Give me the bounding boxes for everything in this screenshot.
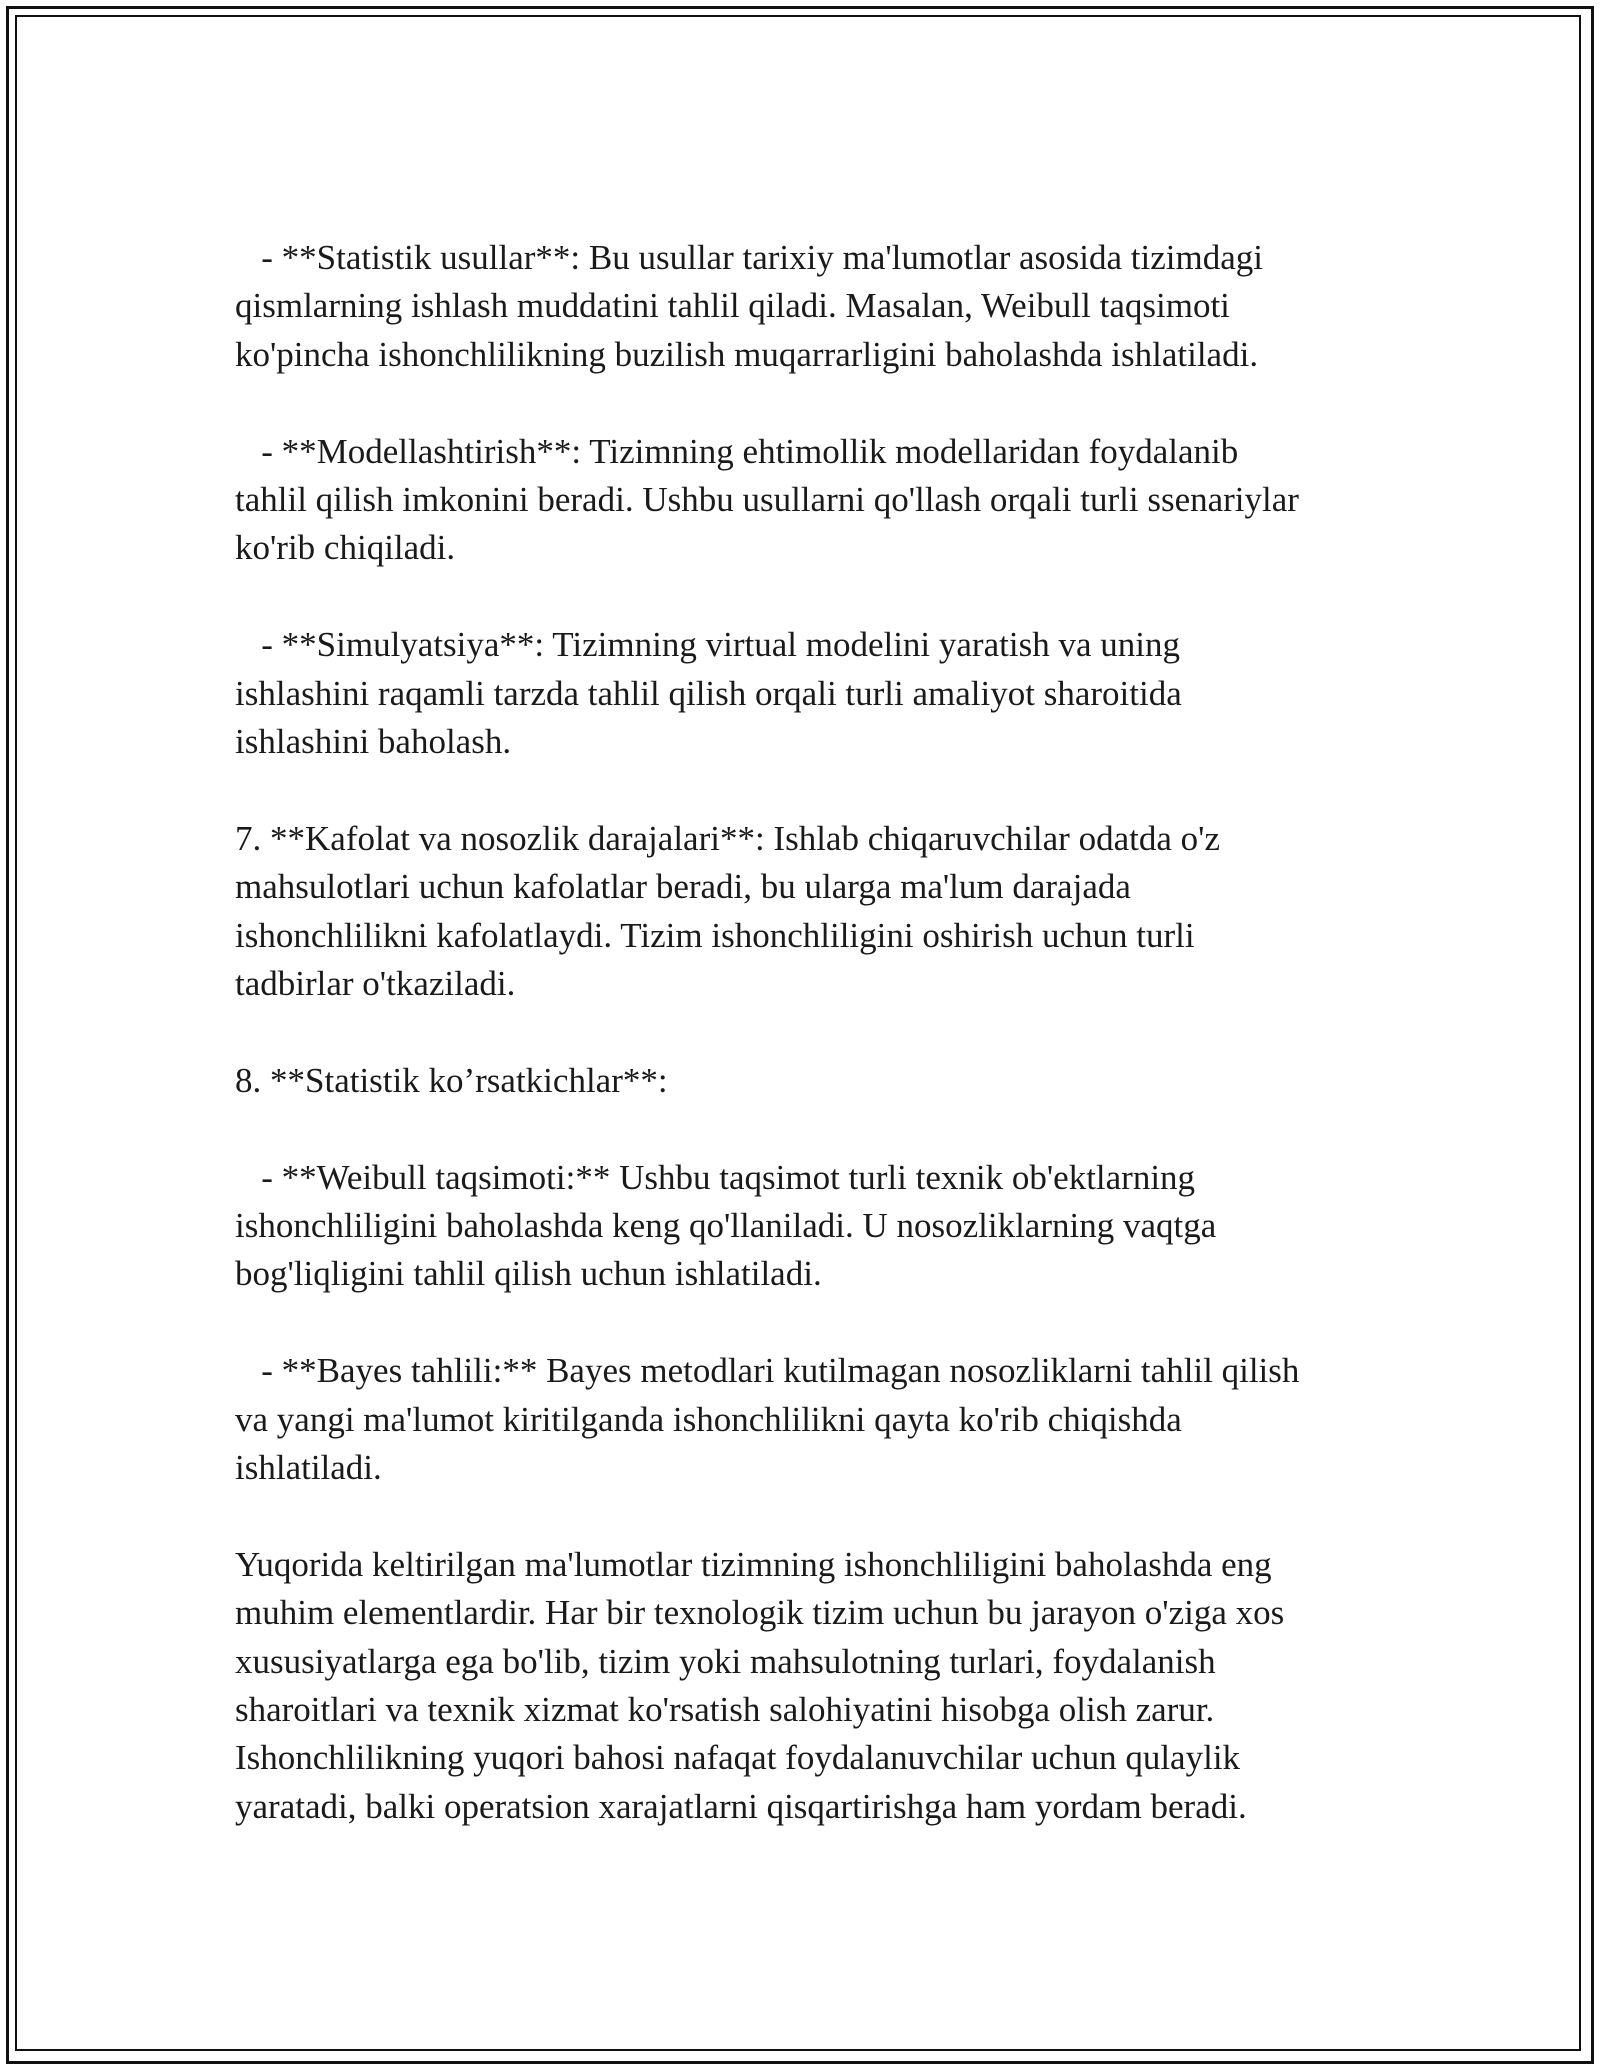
document-body [235, 234, 1375, 1831]
paragraph-modellashtirish: - **Modellashtirish**: Tizimning ehtimollik modellaridan foydalanib tahlil qilish imkonini beradi. Ushbu usullarni qo'llash orqali turli ssenariylar ko'rib chiqiladi. [235, 431, 1299, 568]
paragraph-statistik-korsatkichlar: 8. **Statistik ko’rsatkichlar**: [235, 1060, 668, 1100]
paragraph-kafolat: 7. **Kafolat va nosozlik darajalari**: Ishlab chiqaruvchilar odatda o'z mahsulotlari uchun kafolatlar beradi, bu ularga ma'lum darajada ishonchlilikni kafolatlaydi. Tizim ishonchliligini oshirish uchun turli tadbirlar o'tkaziladi. [235, 818, 1220, 1004]
paragraph-statistik-usullar: - **Statistik usullar**: Bu usullar tarixiy ma'lumotlar asosida tizimdagi qismlarning ishlash muddatini tahlil qiladi. Masalan, Weibull taqsimoti ko'pincha ishonchlilikning buzilish muqarrarligini baholashda ishlatiladi. [235, 238, 1263, 374]
paragraph-conclusion: Yuqorida keltirilgan ma'lumotlar tizimning ishonchliligini baholashda eng muhim elementlardir. Har bir texnologik tizim uchun bu jarayon o'ziga xos xususiyatlarga ega bo'lib, tizim yoki mahsulotning turlari, foydalanish sharoitlari va texnik xizmat ko'rsatish salohiyatini hisobga olish zarur. Ishonchlilikning yuqori bahosi nafaqat foydalanuvchilar uchun qulaylik yaratadi, balki operatsion xarajatlarni qisqartirishga ham yordam beradi. [235, 1544, 1285, 1826]
paragraph-simulyatsiya: - **Simulyatsiya**: Tizimning virtual modelini yaratish va uning ishlashini raqamli tarzda tahlil qilish orqali turli amaliyot sharoitida ishlashini baholash. [235, 625, 1182, 762]
paragraph-weibull: - **Weibull taqsimoti:** Ushbu taqsimot turli texnik ob'ektlarning ishonchliligini baholashda keng qo'llaniladi. U nosozliklarning vaqtga bog'liqligini tahlil qilish uchun ishlatiladi. [235, 1157, 1217, 1294]
paragraph-bayes: - **Bayes tahlili:** Bayes metodlari kutilmagan nosozliklarni tahlil qilish va yangi ma'lumot kiritilganda ishonchlilikni qayta ko'rib chiqishda ishlatiladi. [235, 1351, 1300, 1488]
